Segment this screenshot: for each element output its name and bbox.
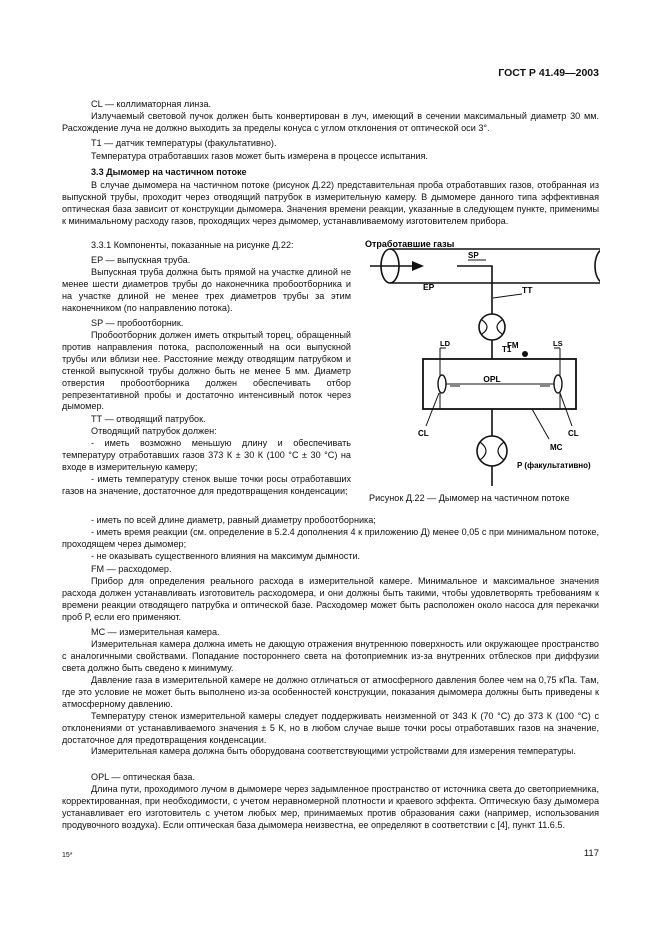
t1-label: T1 [502, 345, 512, 354]
paragraph: - иметь время реакции (см. определение в 5.2.4 дополнения 4 к приложению Д) менее 0,05 с при минимальном потоке, проходящем через дымомер; [62, 527, 599, 549]
paragraph: Измерительная камера должна иметь не дающую отражения внутреннюю поверхность или окружающее пространство с аналогичными свойствами. Попадание постороннего света на фотоприемник из-за внутренних отблесков при диффузии света должно быть сведено к минимуму. [62, 639, 599, 673]
lens-right-icon [554, 375, 562, 393]
paragraph: В случае дымомера на частичном потоке (рисунок Д.22) представительная проба отработавших газов, отобранная из выпускной трубы, проходит через отводящий патрубок в измерительную камеру. В дымомере данного типа эффективная оптическая база зависит от конструкции дымомера. Значения времени реакции, указанные в следующем пункте, применимы к минимальному расходу газов, проходящих через дымомер, устанавливаемому изготовителем прибора. [62, 180, 599, 226]
paragraph: FM — расходомер. [91, 564, 172, 574]
paragraph: OPL — оптическая база. [91, 772, 195, 782]
paragraph: - иметь по всей длине диаметр, равный диаметру пробоотборника; [91, 515, 376, 525]
opl-label: OPL [483, 374, 501, 384]
tt-label: TT [522, 285, 533, 295]
paragraph: Давление газа в измерительной камере не должно отличаться от атмосферного давления более чем на 0,75 кПа. Там, где это условие не может быть выполнено из-за особенностей конструкции, показания дымомера должны быть приведены к атмосферному давлению. [62, 675, 599, 709]
footer-signature: 15* [62, 852, 73, 859]
paragraph: CL — коллиматорная линза. [91, 99, 212, 109]
paragraph: Отводящий патрубок должен: [91, 426, 217, 436]
paragraph: Прибор для определения реального расхода в измерительной камере. Минимальное и максимальное значения расхода должен устанавливать изготовитель расходомера, и они должны быть такими, чтобы удовлетворять требованиям к времени реакции отводящего патрубка и оптической базе. Расходомер может быть расположен около насоса для перекачки проб Р, если его применяют. [62, 576, 599, 622]
lens-left-icon [438, 375, 446, 393]
paragraph: ТТ — отводящий патрубок. [91, 414, 206, 424]
paragraph: 3.3.1 Компоненты, показанные на рисунке Д.22: [91, 240, 294, 250]
temperature-sensor-icon [522, 351, 528, 357]
section-title: 3.3 Дымомер на частичном потоке [91, 167, 247, 177]
paragraph: Температуру стенок измерительной камеры следует поддерживать неизменной от 343 К (70 °С) до 373 К (100 °С) с отклонениями от устанавливаемого значения ± 5 К, но в любом случае выше точки росы отработавших газов на значение, достаточное для предотвращения конденсации. [62, 711, 599, 745]
figure-caption: Рисунок Д.22 — Дымомер на частичном потоке [369, 493, 570, 503]
paragraph: T1 — датчик температуры (факультативно). [91, 138, 277, 148]
paragraph: SP — пробоотборник. [91, 318, 184, 328]
ld-label: LD [440, 339, 450, 348]
probe [457, 266, 492, 314]
document-header: ГОСТ Р 41.49—2003 [498, 67, 599, 79]
sp-label: SP [468, 251, 479, 260]
cl-left-label: CL [418, 429, 429, 438]
ls-label: LS [553, 339, 563, 348]
paragraph: Пробоотборник должен иметь открытый торец, обращенный против направления потока, расположенный на оси выпускной трубы или вблизи нее. Расстояние между отводящим патрубком и стенкой выпускной трубы должно быть не менее 5 мм. Диаметр отверстия пробоотборника должен обеспечивать отбор репрезентативной пробы и достаточно интенсивный поток через дымомер. [62, 330, 351, 412]
pump-label: P (факультативно) [517, 461, 591, 470]
ep-label: EP [423, 282, 435, 292]
paragraph: Выпускная труба должна быть прямой на участке длиной не менее шести диаметров трубы до наконечника пробоотборника и на участке длиной не менее трех диаметров трубы за этим наконечником (по направлению потока). [62, 267, 351, 313]
paragraph: - иметь температуру стенок выше точки росы отработавших газов на значение, достаточное для предотвращения конденсации; [62, 474, 351, 496]
flow-meter-icon [479, 314, 505, 340]
paragraph: Измерительная камера должна быть оборудована соответствующими устройствами для измерения температуры. [91, 746, 576, 756]
paragraph: Длина пути, проходимого лучом в дымомере через задымленное пространство от источника света до светоприемника, корректированная, при необходимости, с учетом неравномерной плотности и краевого эффекта. Оптическую базу дымомера устанавливает его изготовитель с учетом любых мер, принимаемых против образования сажи (например, использования продувочного воздуха). Если оптическая база дымомера неизвестна, ее определяют в соответствии с [4], пункт 11.6.5. [62, 784, 599, 830]
partial-flow-opacimeter-diagram [360, 236, 600, 486]
mc-label: MC [550, 443, 563, 452]
paragraph: Излучаемый световой пучок должен быть конвертирован в луч, имеющий в сечении максимальный диаметр 30 мм. Расхождение луча не должно выходить за пределы конуса с углом отклонения от оптической оси 3°. [62, 111, 599, 133]
tt-leader [493, 294, 522, 298]
paragraph: - не оказывать существенного влияния на максимум дымности. [91, 551, 361, 561]
flow-arrow-icon [370, 261, 424, 271]
cl-right-label: CL [568, 429, 579, 438]
pump-icon [477, 436, 507, 466]
paragraph: МС — измерительная камера. [91, 627, 220, 637]
fm-label: FM [507, 341, 519, 350]
exhaust-label: Отработавшие газы [365, 239, 455, 249]
paragraph: - иметь возможно меньшую длину и обеспечивать температуру отработавших газов 373 К ± 30 К (100 °С ± 30 °С) на входе в измерительную камеру; [62, 438, 351, 472]
page-number: 117 [583, 848, 599, 859]
paragraph: Температура отработавших газов может быть измерена в процессе испытания. [91, 151, 428, 161]
paragraph: EP — выпускная труба. [91, 255, 191, 265]
